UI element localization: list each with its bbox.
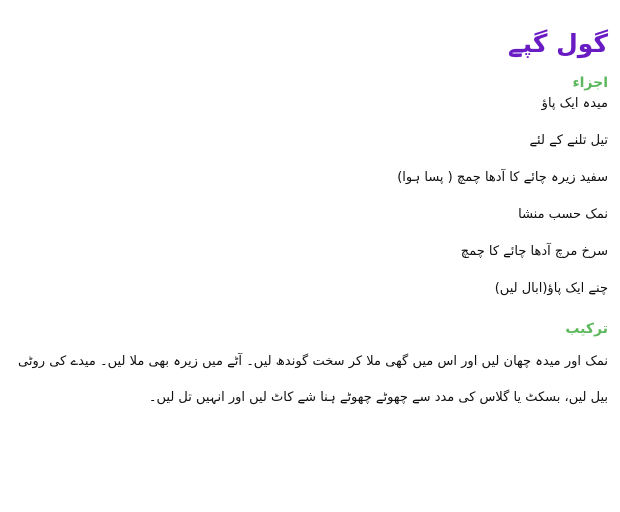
ingredients-heading: اجزاء [572, 75, 608, 91]
recipe-title: گول گپے [508, 29, 608, 58]
ingredients-list [18, 96, 608, 297]
ingredient-item: سفید زیرہ چائے کا آدھا چمچ ( پسا ہوا) [397, 170, 608, 185]
ingredient-item: میدہ ایک پاؤ [541, 96, 608, 111]
method-text: نمک اور میدہ چھان لیں اور اس میں گھی ملا کر سخت گوندھ لیں۔ آٹے میں زیرہ بھی ملا لیں۔ میدے کی روٹی بیل لیں، بسکٹ یا گلاس کی مدد سے چھوٹے چھوٹے ہنا شے کاٹ لیں اور انہیں تل لیں۔ [18, 354, 608, 405]
ingredient-item: نمک حسب منشا [518, 207, 608, 222]
ingredient-item: سرخ مرچ آدھا چائے کا چمچ [460, 244, 608, 259]
ingredient-item: چنے ایک پاؤ(ابال لیں) [494, 281, 608, 296]
ingredient-item: تیل تلنے کے لئے [529, 133, 608, 148]
method-heading: ترکیب [565, 321, 608, 337]
